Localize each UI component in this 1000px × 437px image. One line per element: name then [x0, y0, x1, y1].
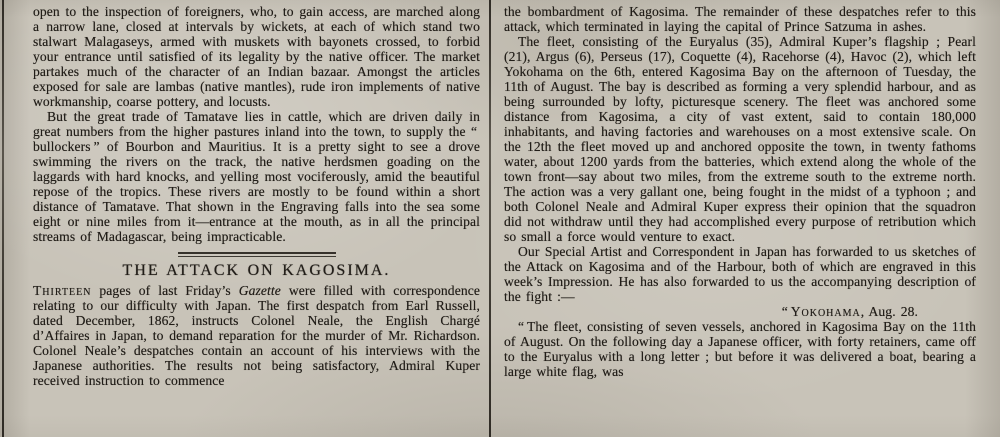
- text-segment: were filled with correspondence relating to our difficulty with Japan. The first despatch from Earl Russell, dated December, 1862, instructs Colonel Neale, the English Chargé d’Affaires in Japan, to demand reparation for the murder of Mr. Richardson. Colonel Neale’s despatches contain an account of his interviews with the Japanese authorities. The results not being satisfactory, Admiral Kuper received instruction to commence: [33, 283, 480, 388]
- article-paragraph: [504, 319, 976, 379]
- article-paragraph: [33, 109, 480, 244]
- section-divider-rule: [178, 252, 336, 257]
- left-column: [33, 0, 480, 388]
- dateline: [504, 304, 976, 319]
- text-segment: But the great trade of Tamatave lies in cattle, which are driven daily in great numbers from the higher pastures inland into the town, to supply the “ bullockers ” of Bourbon and Mauritius. It is a pretty sight to see a drove swimming the rivers on the track, the native herdsmen goading on the laggards with hard knocks, and yelling most vociferously, amid the beautiful repose of the tropics. These rivers are mostly to be found within a short distance of Tamatave. That shown in the Engraving falls into the sea some eight or nine miles from it—entrance at the mouth, as in all the principal streams of Madagascar, being impracticable.: [33, 109, 480, 244]
- article-paragraph: [504, 34, 976, 244]
- italic-text-segment: Gazette: [238, 283, 281, 298]
- article-paragraph: [504, 4, 976, 34]
- text-segment: “ The fleet, consisting of seven vessels, anchored in Kagosima Bay on the 11th of August. On the following day a Japanese officer, with forty retainers, came off to the Euryalus with a long letter ; but before it was delivered a boat, bearing a large white flag, was: [504, 319, 976, 379]
- text-segment: Our Special Artist and Correspondent in Japan has forwarded to us sketches of the Attack on Kagosima and of the Harbour, both of which are engraved in this week’s Impression. He has also forwarded to us the accompanying description of the fight :—: [504, 244, 976, 304]
- text-segment: open to the inspection of foreigners, who, to gain access, are marched along a narrow lane, closed at intervals by wickets, at each of which stand two stalwart Malagaseys, armed with muskets with bayonets crossed, to forbid your entrance until satisfied of its legality by the native officer. The market partakes much of the character of an Indian bazaar. Amongst the articles exposed for sale are lambas (native mantles), rude iron implements of native workmanship, coarse pottery, and locusts.: [33, 4, 480, 109]
- smallcaps-text-segment: Thirteen: [33, 283, 92, 298]
- article-paragraph: [504, 244, 976, 304]
- text-segment: “: [781, 304, 791, 319]
- article-heading: THE ATTACK ON KAGOSIMA.: [122, 262, 391, 279]
- text-segment: pages of last Friday’s: [91, 283, 239, 298]
- left-edge-rule: [2, 0, 4, 437]
- article-paragraph: [33, 4, 480, 109]
- column-divider-rule: [489, 0, 491, 437]
- text-segment: The fleet, consisting of the Euryalus (35), Admiral Kuper’s flagship ; Pearl (21), Argus (6), Perseus (17), Coquette (4), Racehorse (4), Havoc (2), which left Yokohama on the 6th, entered Kagosima Bay on the afternoon of Tuesday, the 11th of August. The bay is described as forming a very splendid harbour, and as being surrounded by lofty, picturesque scenery. The fleet was anchored some distance from Kagosima, a city of vast extent, said to contain 180,000 inhabitants, and having factories and warehouses on a most extensive scale. On the 12th the fleet moved up and anchored opposite the town, in twenty fathoms water, about 1200 yards from the batteries, which extend along the whole of the town front—say about two miles, from the extreme south to the extreme north. The action was a very gallant one, being fought in the midst of a typhoon ; and both Colonel Neale and Admiral Kuper express their opinion that the squadron did not withdraw until they had accomplished every purpose of retribution which so small a force would venture to exact.: [504, 34, 976, 244]
- smallcaps-text-segment: Yokohama: [790, 304, 861, 319]
- right-column: [504, 0, 976, 379]
- text-segment: the bombardment of Kagosima. The remainder of these despatches refer to this attack, which terminated in laying the capital of Prince Satzuma in ashes.: [504, 4, 976, 34]
- article-paragraph: [33, 283, 480, 388]
- text-segment: , Aug. 28.: [860, 304, 918, 319]
